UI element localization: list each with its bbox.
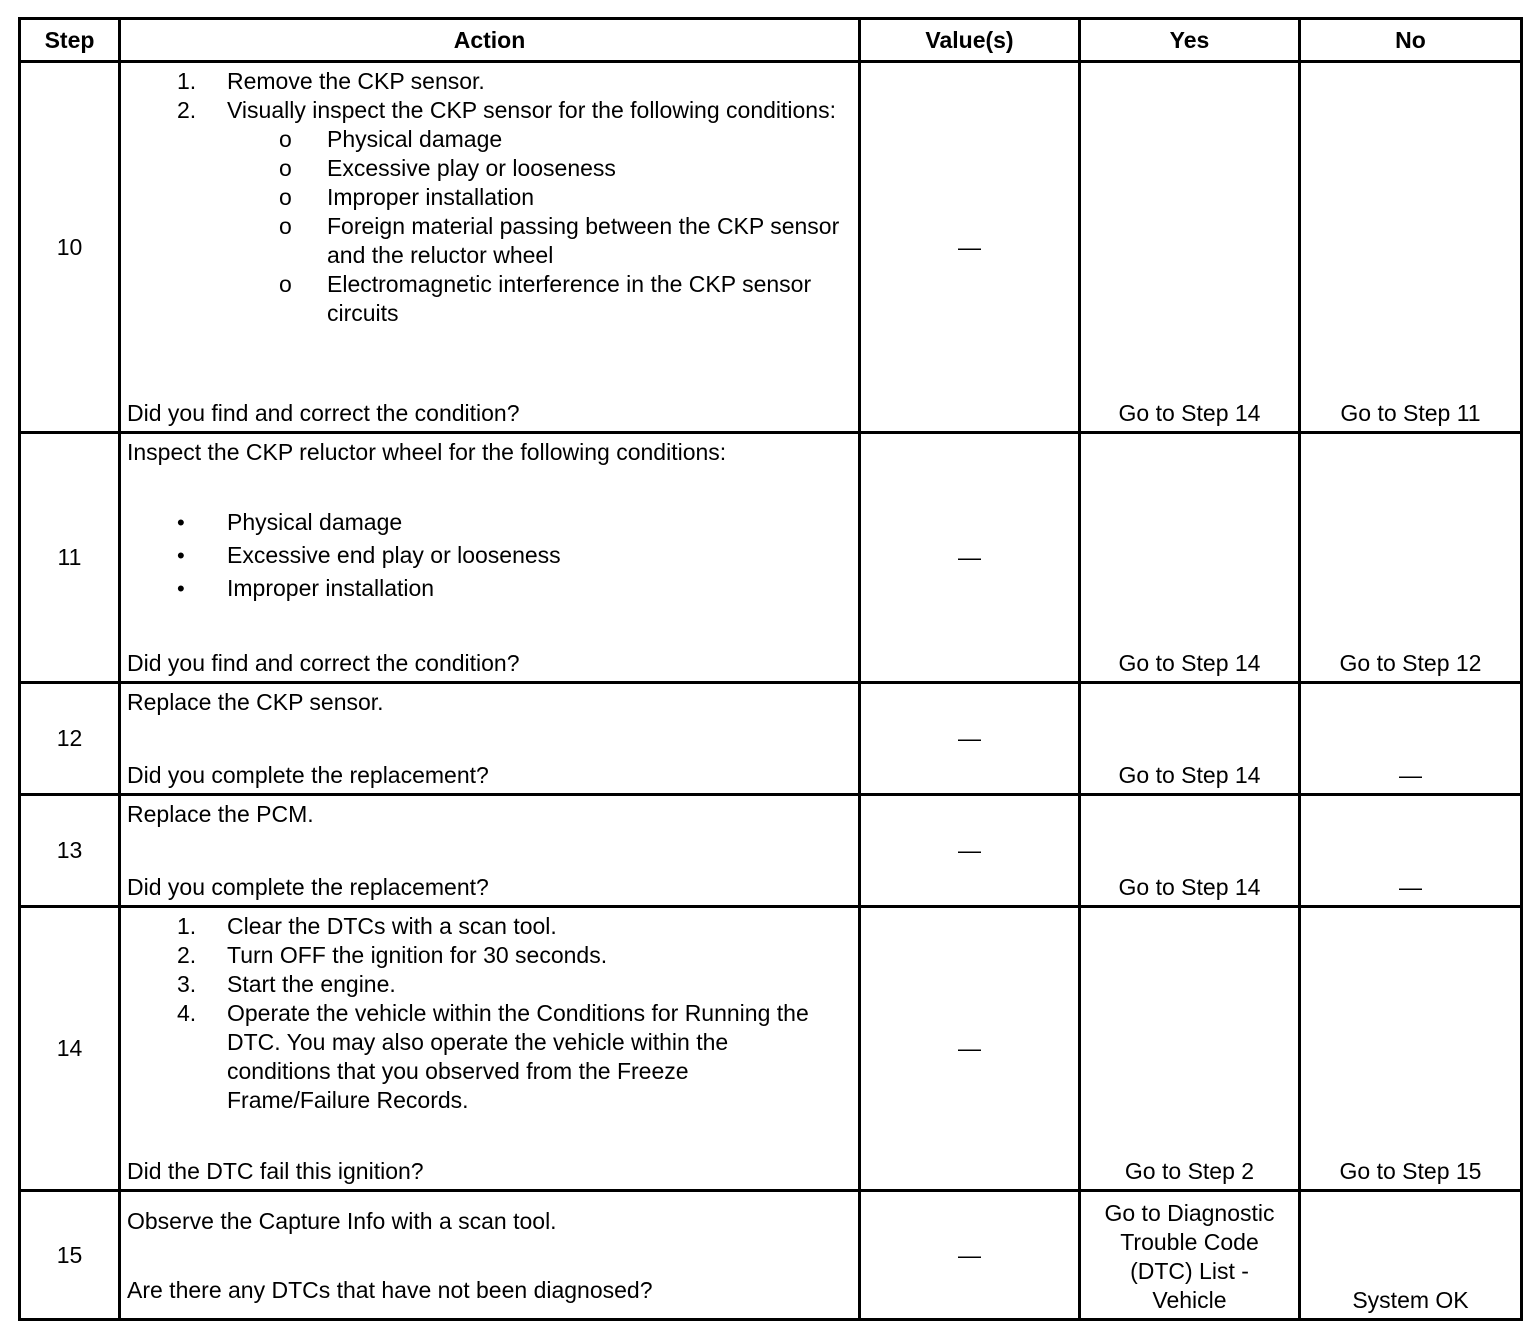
step-number: 14 [20,907,120,1191]
table-row-step-11 [20,433,1522,683]
yes-cell [1080,1191,1300,1320]
list-item: • Excessive end play or looseness [177,542,561,568]
table-row-step-13 [20,795,1522,907]
action-cell [120,62,860,433]
question-text: Did you find and correct the condition? [127,400,520,426]
question-text: Did you complete the replacement? [127,762,489,788]
action-cell [120,433,860,683]
intro-text: Observe the Capture Info with a scan tool. [127,1207,557,1234]
sub-list-item: o Electromagnetic interference in the CKP sensor circuits [279,271,812,326]
sub-list-item: o Improper installation [279,184,535,210]
table-row-step-14 [20,907,1522,1191]
no-cell: Go to Step 15 [1300,907,1522,1191]
numbered-list [127,912,854,1115]
value-cell: — [860,433,1080,683]
question-text: Did you find and correct the condition? [127,650,520,676]
no-cell: — [1300,795,1522,907]
action-cell [120,683,860,795]
intro-text: Replace the CKP sensor. [127,689,384,715]
step-number: 13 [20,795,120,907]
sub-list-item: o Physical damage [279,126,503,152]
header-step: Step [20,19,120,62]
step-number: 12 [20,683,120,795]
question-text: Are there any DTCs that have not been diagnosed? [127,1276,653,1303]
value-cell: — [860,683,1080,795]
step-number: 10 [20,62,120,433]
yes-cell: Go to Step 14 [1080,683,1300,795]
question-text: Did the DTC fail this ignition? [127,1158,424,1184]
value-cell: — [860,62,1080,433]
numbered-list [127,67,854,125]
sub-list-item: o Excessive play or looseness [279,155,616,181]
sub-list [127,125,854,328]
action-cell [120,795,860,907]
table-row-step-15 [20,1191,1522,1320]
diagnostic-table [18,17,1523,1321]
header-no: No [1300,19,1522,62]
value-cell: — [860,795,1080,907]
table-row-step-10 [20,62,1522,433]
action-cell [120,907,860,1191]
list-item: 1. Clear the DTCs with a scan tool. [177,913,557,939]
list-item: • Improper installation [177,575,435,601]
step-number: 11 [20,433,120,683]
list-item: 2. Visually inspect the CKP sensor for the following conditions: [177,97,836,123]
yes-cell: Go to Step 14 [1080,433,1300,683]
list-item: 4. Operate the vehicle within the Conditions for Running the DTC. You may also operate the vehicle within the conditions that you observed from the Freeze Frame/Failure Records. [177,1000,809,1113]
no-cell: — [1300,683,1522,795]
no-cell: Go to Step 12 [1300,433,1522,683]
value-cell: — [860,1191,1080,1320]
yes-link-text: Go to Diagnostic Trouble Code (DTC) List - Vehicle [1104,1200,1275,1313]
yes-cell: Go to Step 14 [1080,62,1300,433]
intro-text: Replace the PCM. [127,801,314,827]
no-cell: System OK [1300,1191,1522,1320]
list-item: 1. Remove the CKP sensor. [177,68,485,94]
header-row [20,19,1522,62]
action-cell [120,1191,860,1320]
header-action: Action [120,19,860,62]
list-item: • Physical damage [177,509,403,535]
header-values: Value(s) [860,19,1080,62]
list-item: 3. Start the engine. [177,971,396,997]
list-item: 2. Turn OFF the ignition for 30 seconds. [177,942,608,968]
yes-cell: Go to Step 14 [1080,795,1300,907]
intro-text: Inspect the CKP reluctor wheel for the following conditions: [127,439,727,465]
yes-cell: Go to Step 2 [1080,907,1300,1191]
question-text: Did you complete the replacement? [127,874,489,900]
header-yes: Yes [1080,19,1300,62]
sub-list-item: o Foreign material passing between the CKP sensor and the reluctor wheel [279,213,840,268]
value-cell: — [860,907,1080,1191]
bullet-list [127,506,854,605]
table-row-step-12 [20,683,1522,795]
step-number: 15 [20,1191,120,1320]
no-cell: Go to Step 11 [1300,62,1522,433]
